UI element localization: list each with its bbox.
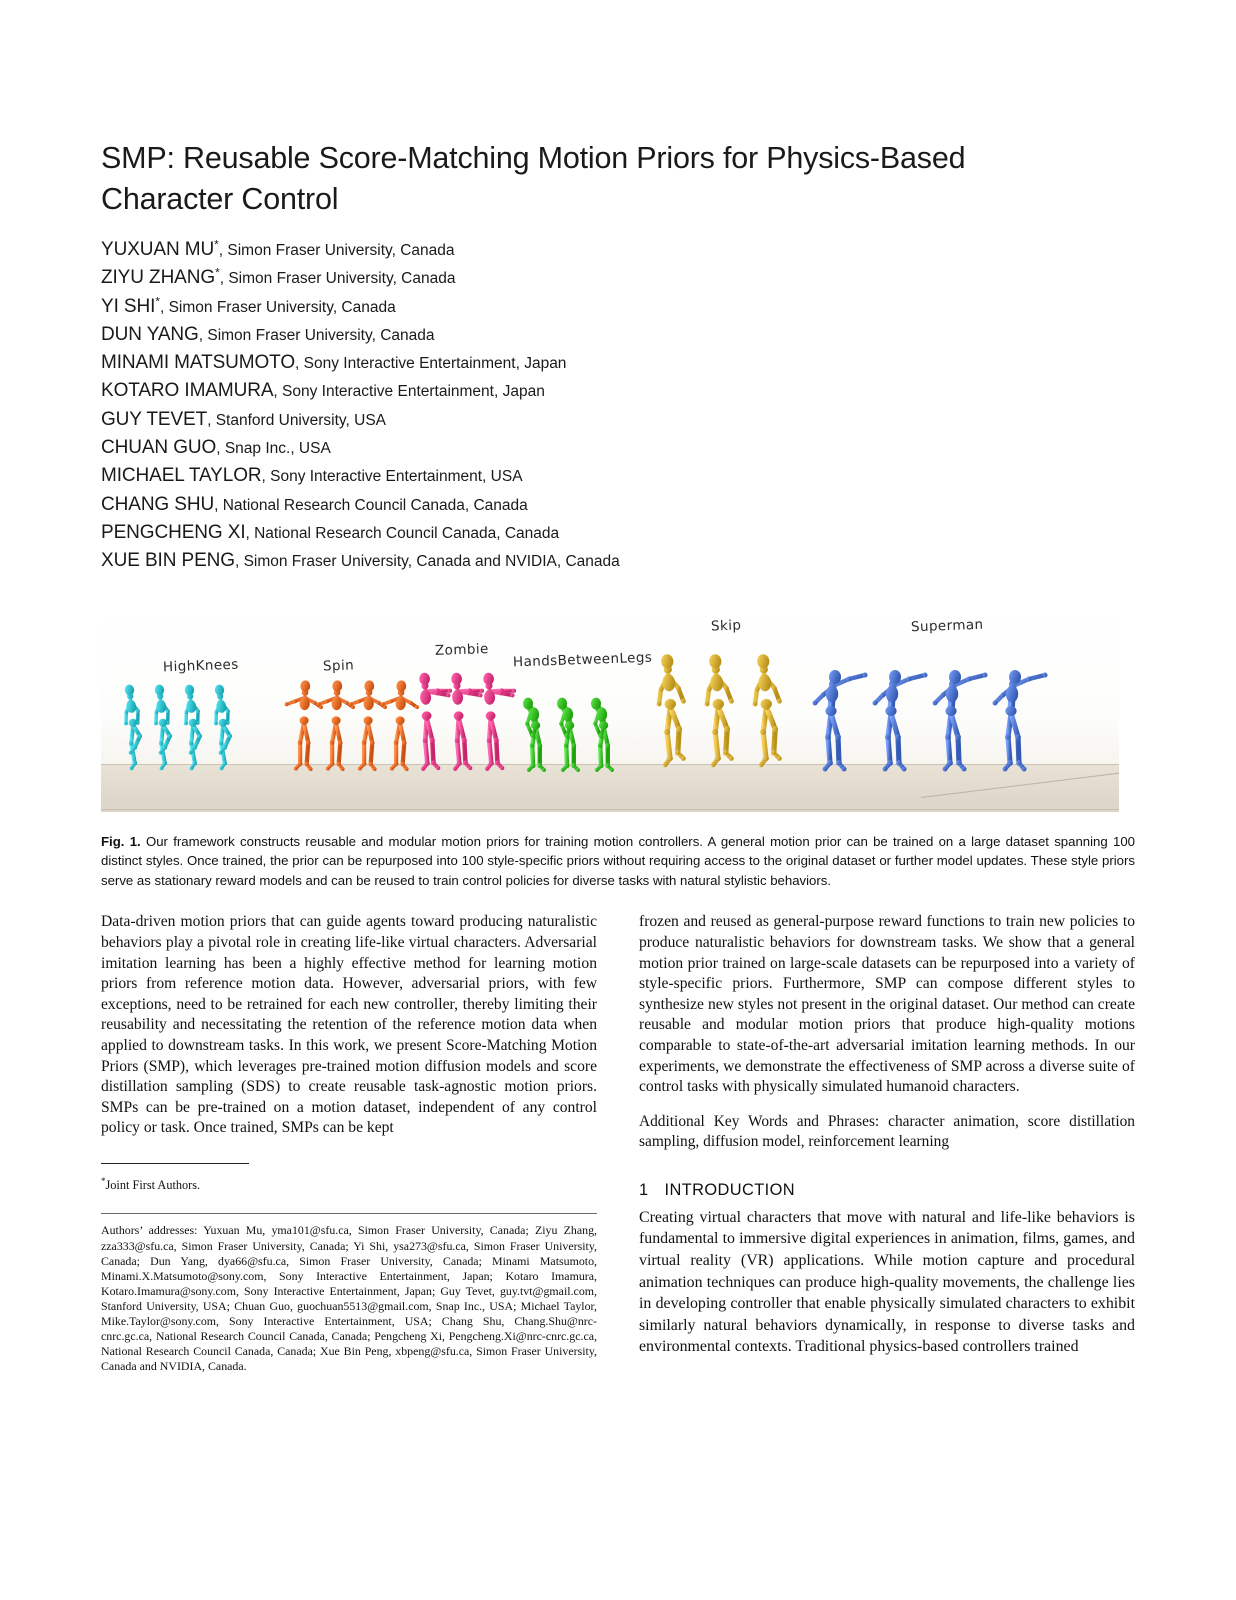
figure-style-label-skip: Skip xyxy=(710,617,742,635)
author-entry xyxy=(101,377,1135,405)
figure-caption-text: Our framework constructs reusable and modular motion priors for training motion controllers. A general motion prior can be trained on a large dataset spanning 100 distinct styles. Once trained, the prior can be repurposed into 100 style-specific priors without requiring access to the original dataset or further model updates. These style priors serve as stationary reward models and can be reused to train control policies for diverse tasks with natural stylistic behaviors. xyxy=(101,833,1135,888)
two-column-body xyxy=(101,912,1135,1374)
author-entry xyxy=(101,491,1135,519)
author-name: CHANG SHU xyxy=(101,493,215,515)
author-name: YUXUAN MU xyxy=(101,239,215,260)
figure-style-label-spin: Spin xyxy=(322,657,355,675)
author-entry xyxy=(101,236,1135,264)
author-name: CHUAN GUO xyxy=(101,437,217,459)
author-entry xyxy=(101,349,1135,377)
author-affiliation: , Simon Fraser University, Canada xyxy=(218,242,455,259)
figure-style-label-handsbetweenlegs: HandsBetweenLegs xyxy=(512,649,653,670)
section-number: 1 xyxy=(639,1180,649,1199)
figure-caption xyxy=(101,832,1135,891)
figure-style-label-zombie: Zombie xyxy=(434,640,489,659)
author-affiliation: , Sony Interactive Entertainment, Japan xyxy=(273,383,545,401)
author-affiliation: , National Research Council Canada, Canada xyxy=(245,524,560,542)
author-name: MICHAEL TAYLOR xyxy=(101,465,262,487)
joint-first-authors-note xyxy=(101,1173,597,1193)
author-affiliation: , Sony Interactive Entertainment, Japan xyxy=(295,355,567,373)
author-name: YI SHI xyxy=(101,295,156,317)
abstract-left: Data-driven motion priors that can guide agents toward producing naturalistic behaviors play a pivotal role in creating life-like virtual characters. Adversarial imitation learning has been a highly effective method for learning motion priors from reference motion data. However, adversarial priors, with few exceptions, need to be retrained for each new controller, thereby limiting their reusability and necessitating the retention of the reference motion data when applied to downstream tasks. In this work, we present Score-Matching Motion Priors (SMP), which leverages pre-trained motion diffusion models and score distillation sampling (SDS) to create reusable task-agnostic motion priors. SMPs can be pre-trained on a motion dataset, independent of any control policy or task. Once trained, SMPs can be kept xyxy=(101,913,597,1137)
author-entry xyxy=(101,293,1135,321)
page-content xyxy=(101,138,1135,1374)
author-affiliation: , Simon Fraser University, Canada and NVIDIA, Canada xyxy=(234,553,620,571)
author-name: XUE BIN PENG xyxy=(101,550,235,572)
left-column xyxy=(101,912,597,1374)
author-entry xyxy=(101,264,1135,292)
figure-style-label-highknees: HighKnees xyxy=(162,656,239,675)
joint-first-authors-text: Joint First Authors. xyxy=(105,1177,201,1192)
section-heading-introduction xyxy=(639,1181,1135,1200)
author-affiliation: , Stanford University, USA xyxy=(207,411,386,429)
figure-style-label-superman: Superman xyxy=(910,616,984,635)
abstract-right: frozen and reused as general-purpose reward functions to train new policies to produce naturalistic behaviors for downstream tasks. We show that a general motion prior trained on large-scale datasets can be repurposed into a variety of style-specific priors. Furthermore, SMP can compose different styles to synthesize new styles not present in the original dataset. Our method can create reusable and modular motion priors that produce high-quality motions comparable to state-of-the-art adversarial imitation learning methods. In our experiments, we demonstrate the effectiveness of SMP across a diverse suite of control tasks with physically simulated humanoid characters. xyxy=(639,913,1135,1096)
author-name: MINAMI MATSUMOTO xyxy=(101,352,296,374)
author-name: ZIYU ZHANG xyxy=(101,267,216,289)
author-entry xyxy=(101,434,1135,462)
author-entry xyxy=(101,406,1135,434)
authors-addresses: Authors’ addresses: Yuxuan Mu, yma101@sfu.ca, Simon Fraser University, Canada; Ziyu Zhang, zza333@sfu.ca, Simon Fraser University, Canada; Yi Shi, ysa273@sfu.ca, Simon Fraser University, Canada; Dun Yang, dya66@sfu.ca, Simon Fraser University, Canada; Minami Matsumoto, Minami.X.Matsumoto@sony.com, Sony Interactive Entertainment, Japan; Kotaro Imamura, Kotaro.Imamura@sony.com, Sony Interactive Entertainment, Japan; Guy Tevet, guy.tvt@gmail.com, Stanford University, USA; Chuan Guo, guochuan5513@gmail.com, Snap Inc., USA; Michael Taylor, Mike.Taylor@sony.com, Sony Interactive Entertainment, USA; Chang Shu, Chang.Shu@nrc-cnrc.gc.ca, National Research Council Canada, Canada; Pengcheng Xi, Pengcheng.Xi@nrc-cnrc.gc.ca, National Research Council Canada, Canada; Xue Bin Peng, xbpeng@sfu.ca, Simon Fraser University, Canada and NVIDIA, Canada. xyxy=(101,1223,597,1374)
figure-character xyxy=(201,682,256,780)
author-entry xyxy=(101,547,1135,575)
author-affiliation: , Simon Fraser University, Canada xyxy=(159,298,396,316)
section-title: INTRODUCTION xyxy=(664,1180,795,1199)
footnote-star: * xyxy=(101,1175,106,1186)
author-affiliation: , National Research Council Canada, Canada xyxy=(214,496,528,514)
author-affiliation: , Sony Interactive Entertainment, USA xyxy=(261,468,523,486)
author-equal-contrib-marker: * xyxy=(155,294,160,309)
author-entry xyxy=(101,519,1135,547)
page-title: SMP: Reusable Score-Matching Motion Priors for Physics-Based Character Control xyxy=(101,141,966,216)
figure-character xyxy=(465,670,527,780)
teaser-figure xyxy=(101,600,1119,812)
figure-character xyxy=(375,677,432,780)
right-column xyxy=(639,912,1135,1374)
author-name: DUN YANG xyxy=(101,323,199,345)
addresses-divider xyxy=(101,1213,597,1215)
keywords-line: Additional Key Words and Phrases: character animation, score distillation sampling, diffusion model, reinforcement learning xyxy=(639,1112,1135,1151)
introduction-paragraph: Creating virtual characters that move with natural and life-like behaviors is fundamental to immersive digital experiences in animation, films, games, and virtual reality (VR) applications. While motion capture and procedural animation techniques can produce high-quality movements, the challenge lies in developing controller that enable physically simulated characters to exhibit similarly natural behaviors dynamically, in response to diverse tasks and environmental contexts. Traditional physics-based controllers trained xyxy=(639,1208,1135,1356)
footnote-divider xyxy=(101,1163,249,1164)
author-affiliation: , Snap Inc., USA xyxy=(216,440,331,458)
figure-caption-label: Fig. 1. xyxy=(101,833,141,849)
author-list xyxy=(101,236,1135,576)
author-name: KOTARO IMAMURA xyxy=(101,380,274,402)
author-affiliation: , Simon Fraser University, Canada xyxy=(198,326,435,344)
author-name: GUY TEVET xyxy=(101,408,208,430)
author-name: PENGCHENG XI xyxy=(101,521,246,543)
figure-character xyxy=(737,652,808,780)
figure-character xyxy=(575,675,634,780)
author-entry xyxy=(101,321,1135,349)
figure-character xyxy=(981,655,1051,780)
author-equal-contrib-marker: * xyxy=(214,237,219,252)
author-entry xyxy=(101,462,1135,490)
floor-grid-line-horizontal xyxy=(101,809,1119,810)
author-equal-contrib-marker: * xyxy=(215,265,220,280)
author-affiliation: , Simon Fraser University, Canada xyxy=(219,270,456,288)
